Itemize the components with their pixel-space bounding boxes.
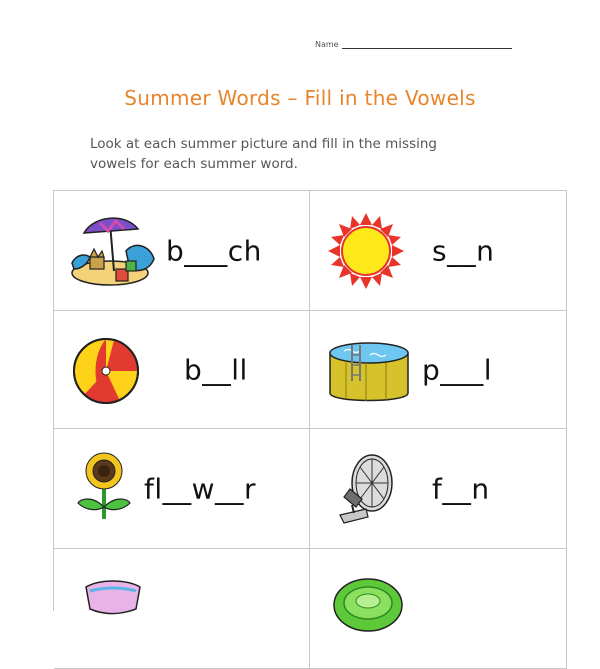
word-pool: p___l xyxy=(422,353,493,386)
sun-icon xyxy=(326,211,412,291)
word-sun: s__n xyxy=(432,234,495,267)
card-ball xyxy=(54,311,310,429)
card-swimsuit xyxy=(54,549,310,669)
swimming-pool-icon xyxy=(326,331,412,411)
frisbee-icon xyxy=(326,569,412,649)
word-ball: b__ll xyxy=(184,353,248,386)
beach-ball-icon xyxy=(70,331,156,411)
card-beach xyxy=(54,191,310,311)
instructions-line-1: Look at each summer picture and fill in the missing xyxy=(90,136,437,152)
instructions-line-2: vowels for each summer word. xyxy=(90,156,298,172)
card-fan xyxy=(310,429,567,549)
name-line[interactable] xyxy=(342,40,512,49)
word-beach: b___ch xyxy=(166,234,262,267)
word-flower: fl__w__r xyxy=(144,472,257,505)
card-pool xyxy=(310,311,567,429)
fan-icon xyxy=(326,449,412,529)
name-label: Name xyxy=(315,40,339,49)
word-grid xyxy=(53,190,567,611)
word-fan: f__n xyxy=(432,472,490,505)
worksheet-title: Summer Words – Fill in the Vowels xyxy=(124,86,476,110)
card-flower xyxy=(54,429,310,549)
name-field xyxy=(315,40,512,49)
beach-umbrella-icon xyxy=(70,211,156,291)
swimsuit-icon xyxy=(70,569,156,649)
instructions xyxy=(90,134,510,174)
card-sun xyxy=(310,191,567,311)
card-frisbee xyxy=(310,549,567,669)
